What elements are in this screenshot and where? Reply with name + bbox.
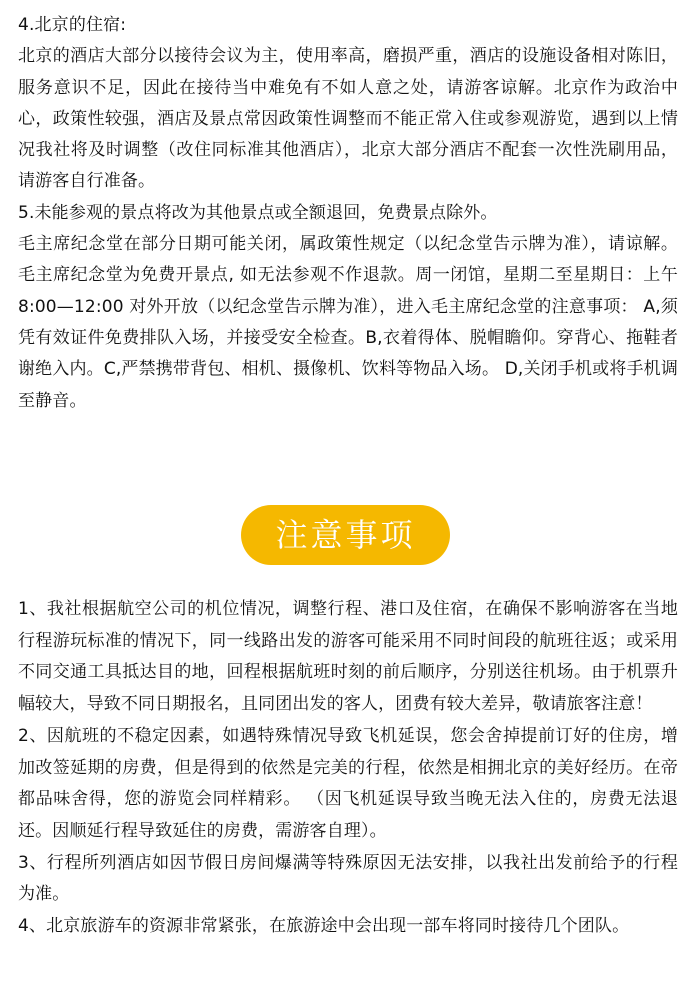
notes-heading-wrapper [0, 505, 691, 565]
note-item-3: 3、行程所列酒店如因节假日房间爆满等特殊原因无法安排，以我社出发前给予的行程为准。 [18, 852, 678, 905]
note-item-4: 4、北京旅游车的资源非常紧张，在旅游途中会出现一部车将同时接待几个团队。 [18, 916, 630, 937]
lodging-section [18, 10, 678, 417]
notes-list [18, 594, 678, 943]
lodging-paragraph: 北京的酒店大部分以接待会议为主，使用率高，磨损严重，酒店的设施设备相对陈旧，服务意识不足，因此在接待当中难免有不如人意之处，请游客谅解。北京作为政治中心，政策性较强，酒店及景点常因政策性调整而不能正常入住或参观游览，遇到以上情况我社将及时调整（改住同标准其他酒店），北京大部分酒店不配套一次性洗刷用品，请游客自行准备。 [18, 46, 678, 192]
lodging-heading: 4.北京的住宿: [18, 15, 127, 35]
note-item-1: 1、我社根据航空公司的机位情况，调整行程、港口及住宿，在确保不影响游客在当地行程游玩标准的情况下，同一线路出发的游客可能采用不同时间段的航班往返；或采用不同交通工具抵达目的地，回程根据航班时刻的前后顺序，分别送往机场。由于机票升幅较大，导致不同日期报名，且同团出发的客人，团费有较大差异，敬请旅客注意！ [18, 599, 678, 715]
note-item-2: 2、因航班的不稳定因素，如遇特殊情况导致飞机延误，您会舍掉提前订好的住房，增加改签延期的房费，但是得到的依然是完美的行程，依然是相拥北京的美好经历。在帝都品味舍得，您的游览会同样精彩。 （因飞机延误导致当晚无法入住的，房费无法退还。因顺延行程导致延住的房费，需游客自理）。 [18, 725, 678, 841]
notes-heading-badge [241, 505, 450, 565]
notes-heading-title: 注意事项 [275, 516, 416, 554]
memorial-hall-paragraph: 毛主席纪念堂在部分日期可能关闭，属政策性规定（以纪念堂告示牌为准），请谅解。毛主席纪念堂为免费开景点, 如无法参观不作退款。周一闭馆，星期二至星期日：上午 8:00—12:00 对外开放（以纪念堂告示牌为准），进入毛主席纪念堂的注意事项： A,须凭有效证件免费排队入场，并接受安全检查。B,衣着得体、脱帽瞻仰。穿背心、拖鞋者谢绝入内。C,严禁携带背包、相机、摄像机、饮料等物品入场。 D,关闭手机或将手机调至静音。 [18, 234, 678, 411]
attraction-refund-note: 5.未能参观的景点将改为其他景点或全额退回，免费景点除外。 [18, 202, 498, 223]
